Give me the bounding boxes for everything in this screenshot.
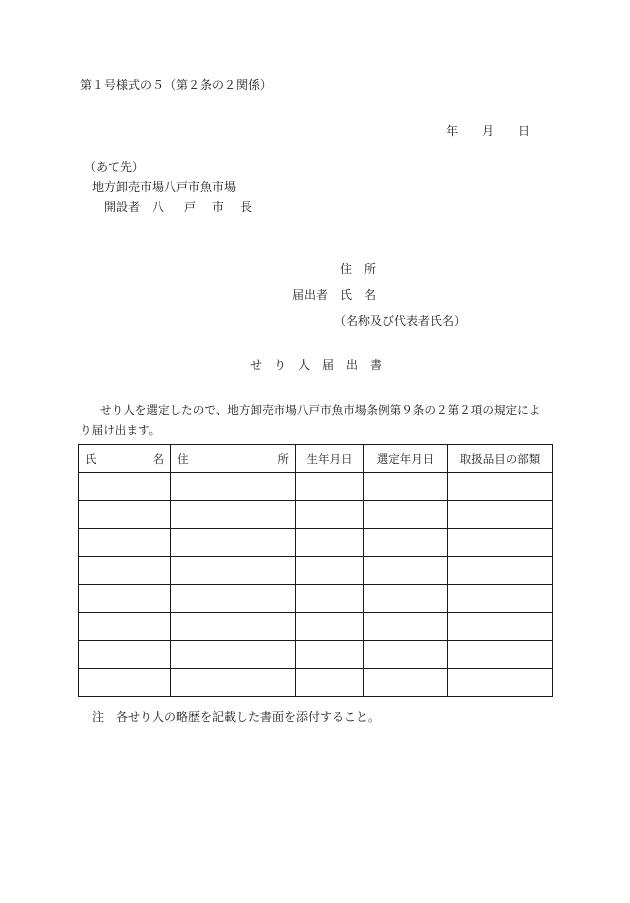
addressee-title-char: 市 [212, 200, 225, 214]
table-cell[interactable] [296, 613, 364, 641]
table-cell[interactable] [171, 557, 296, 585]
name-label-char: 氏 [340, 288, 353, 302]
table-cell[interactable] [364, 669, 448, 697]
date-year-label: 年 [446, 124, 459, 138]
address-label-char: 住 [340, 262, 353, 276]
table-cell[interactable] [448, 501, 553, 529]
table-cell[interactable] [296, 669, 364, 697]
title-char: 届 [322, 358, 335, 372]
table-row [79, 585, 553, 613]
table-cell[interactable] [171, 529, 296, 557]
table-row [79, 557, 553, 585]
table-row [79, 613, 553, 641]
title-char: り [274, 358, 287, 372]
table-row [79, 669, 553, 697]
footnote: 注 各せり人の略歴を記載した書面を添付すること。 [92, 710, 381, 724]
table-cell[interactable] [79, 585, 171, 613]
table-cell[interactable] [79, 501, 171, 529]
form-id: 第１号様式の５（第２条の２関係） [80, 78, 273, 92]
table-cell[interactable] [171, 669, 296, 697]
addressee-title-char: 長 [240, 200, 253, 214]
header-name-right: 名 [152, 451, 164, 466]
body-text-line2: り届け出ます。 [80, 423, 161, 437]
table-cell[interactable] [448, 641, 553, 669]
name-note: （名称及び代表者氏名） [334, 314, 467, 328]
table-cell[interactable] [448, 613, 553, 641]
table-cell[interactable] [364, 529, 448, 557]
addressee-label: （あて先） [84, 160, 145, 174]
title-char: 書 [370, 358, 383, 372]
table-cell[interactable] [171, 501, 296, 529]
table-row [79, 529, 553, 557]
address-label-char: 所 [364, 262, 377, 276]
table-cell[interactable] [296, 585, 364, 613]
table-cell[interactable] [171, 473, 296, 501]
table-cell[interactable] [296, 529, 364, 557]
table-row [79, 641, 553, 669]
header-name [79, 445, 171, 473]
header-address-left: 住 [177, 451, 189, 466]
table-cell[interactable] [171, 641, 296, 669]
table-cell[interactable] [171, 613, 296, 641]
title-char: 出 [346, 358, 359, 372]
table-body [79, 473, 553, 697]
submitter-role: 届出者 [292, 288, 329, 302]
table-cell[interactable] [448, 669, 553, 697]
header-item-category: 取扱品目の部類 [448, 445, 553, 473]
table-cell[interactable] [79, 557, 171, 585]
selection-table [78, 444, 553, 697]
header-address-right: 所 [277, 451, 289, 466]
table-header-row [79, 445, 553, 473]
table-cell[interactable] [79, 641, 171, 669]
table-cell[interactable] [364, 585, 448, 613]
date-month-label: 月 [482, 124, 495, 138]
header-selection-date: 選定年月日 [364, 445, 448, 473]
table-cell[interactable] [364, 557, 448, 585]
table-cell[interactable] [79, 473, 171, 501]
table-row [79, 473, 553, 501]
header-address [171, 445, 296, 473]
market-name: 地方卸売市場八戸市魚市場 [92, 180, 237, 194]
table-cell[interactable] [79, 613, 171, 641]
table-cell[interactable] [448, 473, 553, 501]
table-cell[interactable] [296, 557, 364, 585]
title-char: せ [250, 358, 263, 372]
table-cell[interactable] [296, 473, 364, 501]
table-cell[interactable] [364, 501, 448, 529]
table-cell[interactable] [448, 529, 553, 557]
body-text-line1: せり人を選定したので、地方卸売市場八戸市魚市場条例第９条の２第２項の規定によ [100, 403, 541, 417]
name-label-char: 名 [364, 288, 377, 302]
table-cell[interactable] [448, 557, 553, 585]
table-cell[interactable] [448, 585, 553, 613]
table-cell[interactable] [364, 613, 448, 641]
addressee-title-char: 八 [152, 200, 165, 214]
table-cell[interactable] [171, 585, 296, 613]
header-name-left: 氏 [85, 451, 97, 466]
title-char: 人 [298, 358, 311, 372]
addressee-title-prefix: 開設者 [104, 200, 141, 214]
addressee-title-char: 戸 [184, 200, 197, 214]
table-cell[interactable] [364, 641, 448, 669]
table-cell[interactable] [296, 641, 364, 669]
table-cell[interactable] [79, 669, 171, 697]
table-cell[interactable] [79, 529, 171, 557]
table-row [79, 501, 553, 529]
table-cell[interactable] [296, 501, 364, 529]
table-cell[interactable] [364, 473, 448, 501]
date-day-label: 日 [518, 124, 531, 138]
header-birthdate: 生年月日 [296, 445, 364, 473]
